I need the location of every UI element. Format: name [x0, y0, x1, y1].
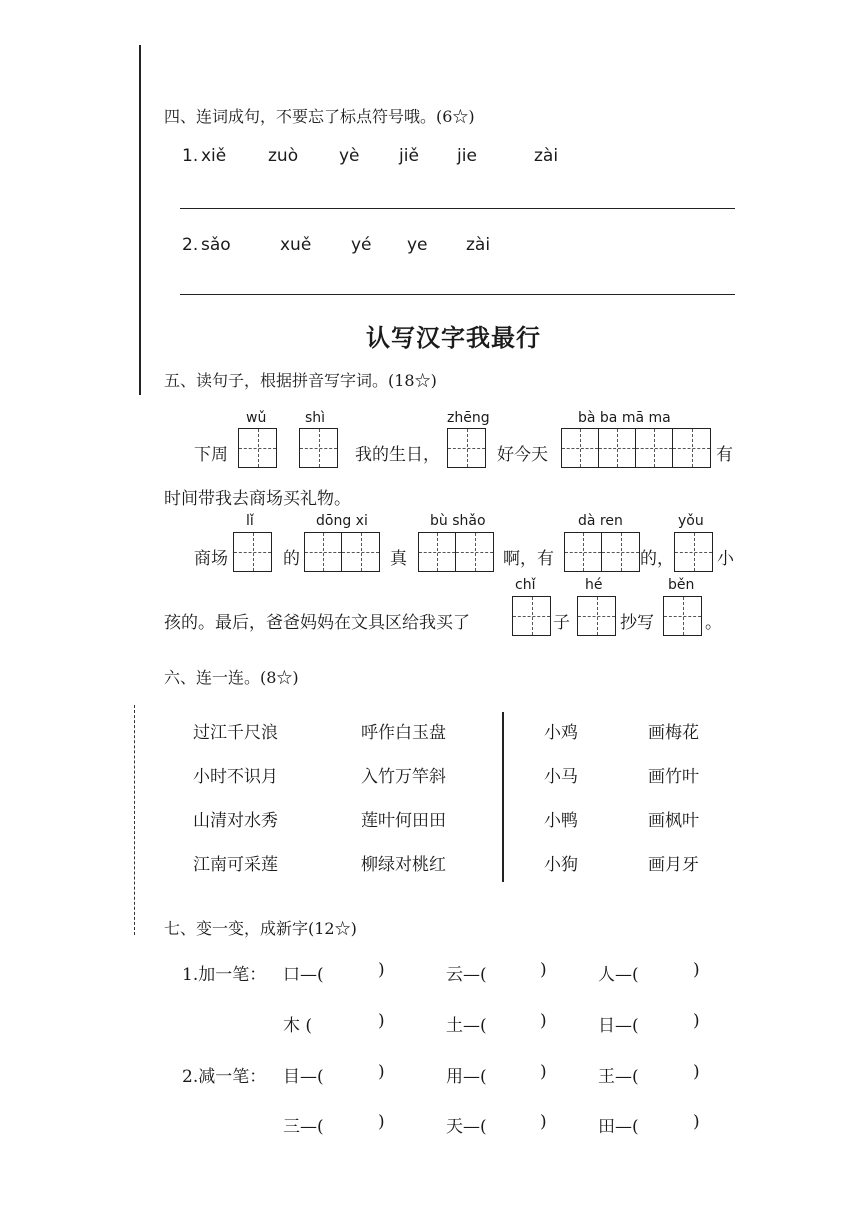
paren-close[interactable]: ) — [378, 1062, 385, 1082]
poem-line-left[interactable]: 江南可采莲 — [193, 855, 278, 875]
sentence-text: 我的生日， — [355, 445, 440, 465]
section5-heading: 五、读句子，根据拼音写字词。(18☆) — [164, 371, 437, 390]
poem-line-right[interactable]: 柳绿对桃红 — [361, 855, 446, 875]
paren-close[interactable]: ) — [378, 1112, 385, 1132]
char-prompt: 口—( — [283, 965, 324, 985]
drawing-item[interactable]: 画月牙 — [648, 855, 699, 875]
q2-number: 2. — [182, 235, 199, 255]
q1-word: zài — [534, 146, 559, 166]
paren-close[interactable]: ) — [378, 960, 385, 980]
char-prompt: 田—( — [598, 1117, 639, 1137]
q2-word: xuě — [280, 235, 312, 255]
pinyin-label: dōng xi — [316, 513, 368, 529]
q2-word: yé — [351, 235, 372, 255]
char-prompt: 三—( — [283, 1117, 324, 1137]
drawing-item[interactable]: 画枫叶 — [648, 811, 699, 831]
paren-close[interactable]: ) — [693, 1062, 700, 1082]
remove-stroke-label: 2.减一笔： — [182, 1067, 267, 1087]
sentence-text: 商场 — [194, 549, 228, 569]
tianzige-box[interactable] — [663, 596, 702, 636]
sentence-text: 真 — [390, 549, 407, 569]
page-title: 认写汉字我最行 — [366, 323, 541, 352]
section6-heading: 六、连一连。(8☆) — [164, 668, 299, 687]
add-stroke-label: 1.加一笔： — [182, 965, 267, 985]
pinyin-label: wǔ — [246, 410, 267, 426]
q1-word: jiě — [399, 146, 419, 166]
tianzige-box[interactable] — [233, 532, 272, 572]
char-prompt: 目—( — [283, 1067, 324, 1087]
paren-close[interactable]: ) — [540, 1062, 547, 1082]
answer-line-2[interactable] — [180, 294, 735, 295]
char-prompt: 人—( — [598, 965, 639, 985]
animal-item[interactable]: 小鸭 — [544, 811, 578, 831]
pinyin-label: shì — [305, 410, 326, 426]
animal-item[interactable]: 小狗 — [544, 855, 578, 875]
char-prompt: 木 ( — [283, 1016, 313, 1036]
poem-line-left[interactable]: 过江千尺浪 — [193, 723, 278, 743]
q2-word: ye — [407, 235, 428, 255]
sentence-text: 子 — [553, 613, 570, 633]
sentence-text: 的， — [640, 549, 674, 569]
tianzige-box[interactable] — [418, 532, 494, 572]
q1-word: xiě — [201, 146, 227, 166]
paren-close[interactable]: ) — [540, 1112, 547, 1132]
char-prompt: 天—( — [446, 1117, 487, 1137]
sentence-text: 的 — [283, 549, 300, 569]
sentence-text: 下周 — [194, 445, 228, 465]
sentence-text: 抄写 — [620, 613, 654, 633]
answer-line-1[interactable] — [180, 208, 735, 209]
drawing-item[interactable]: 画梅花 — [648, 723, 699, 743]
poem-line-right[interactable]: 呼作白玉盘 — [361, 723, 446, 743]
pinyin-label: bà ba mā ma — [578, 410, 671, 426]
q1-word: zuò — [268, 146, 299, 166]
pinyin-label: dà ren — [578, 513, 623, 529]
poem-line-right[interactable]: 莲叶何田田 — [361, 811, 446, 831]
section4-heading: 四、连词成句，不要忘了标点符号哦。(6☆) — [164, 107, 475, 126]
paren-close[interactable]: ) — [540, 960, 547, 980]
tianzige-box[interactable] — [577, 596, 616, 636]
q2-word: sǎo — [201, 235, 231, 255]
paren-close[interactable]: ) — [378, 1011, 385, 1031]
poem-line-left[interactable]: 山清对水秀 — [193, 811, 278, 831]
tianzige-box[interactable] — [674, 532, 713, 572]
tianzige-box[interactable] — [299, 428, 338, 468]
drawing-item[interactable]: 画竹叶 — [648, 767, 699, 787]
poem-line-left[interactable]: 小时不识月 — [193, 767, 278, 787]
sentence-text: 有 — [716, 445, 733, 465]
tianzige-box[interactable] — [238, 428, 277, 468]
pinyin-label: běn — [668, 577, 695, 593]
tianzige-box[interactable] — [447, 428, 486, 468]
margin-line — [139, 45, 141, 395]
pinyin-label: chǐ — [515, 577, 536, 593]
paren-close[interactable]: ) — [540, 1011, 547, 1031]
pinyin-label: lǐ — [246, 513, 254, 529]
poem-line-right[interactable]: 入竹万竿斜 — [361, 767, 446, 787]
sentence-text: 好今天 — [497, 445, 548, 465]
margin-dash-line — [134, 705, 135, 935]
pinyin-label: bù shǎo — [430, 513, 486, 529]
sentence-text: 孩的。最后，爸爸妈妈在文具区给我买了 — [164, 613, 470, 633]
char-prompt: 用—( — [446, 1067, 487, 1087]
char-prompt: 王—( — [598, 1067, 639, 1087]
pinyin-label: zhēng — [447, 410, 490, 426]
q1-word: jie — [457, 146, 477, 166]
sentence-text: 时间带我去商场买礼物。 — [164, 489, 351, 509]
paren-close[interactable]: ) — [693, 1011, 700, 1031]
q1-word: yè — [339, 146, 360, 166]
q2-word: zài — [466, 235, 491, 255]
char-prompt: 土—( — [446, 1016, 487, 1036]
paren-close[interactable]: ) — [693, 960, 700, 980]
column-divider — [502, 712, 504, 882]
animal-item[interactable]: 小鸡 — [544, 723, 578, 743]
tianzige-box[interactable] — [564, 532, 640, 572]
q1-number: 1. — [182, 146, 199, 166]
pinyin-label: yǒu — [678, 513, 704, 529]
tianzige-box[interactable] — [512, 596, 551, 636]
tianzige-box[interactable] — [561, 428, 711, 468]
sentence-text: 啊，有 — [503, 549, 554, 569]
paren-close[interactable]: ) — [693, 1112, 700, 1132]
char-prompt: 日—( — [598, 1016, 639, 1036]
tianzige-box[interactable] — [304, 532, 380, 572]
sentence-text: 小 — [717, 549, 734, 569]
animal-item[interactable]: 小马 — [544, 767, 578, 787]
sentence-text: 。 — [705, 613, 722, 633]
pinyin-label: hé — [585, 577, 603, 593]
char-prompt: 云—( — [446, 965, 487, 985]
section7-heading: 七、变一变，成新字(12☆) — [164, 919, 357, 938]
